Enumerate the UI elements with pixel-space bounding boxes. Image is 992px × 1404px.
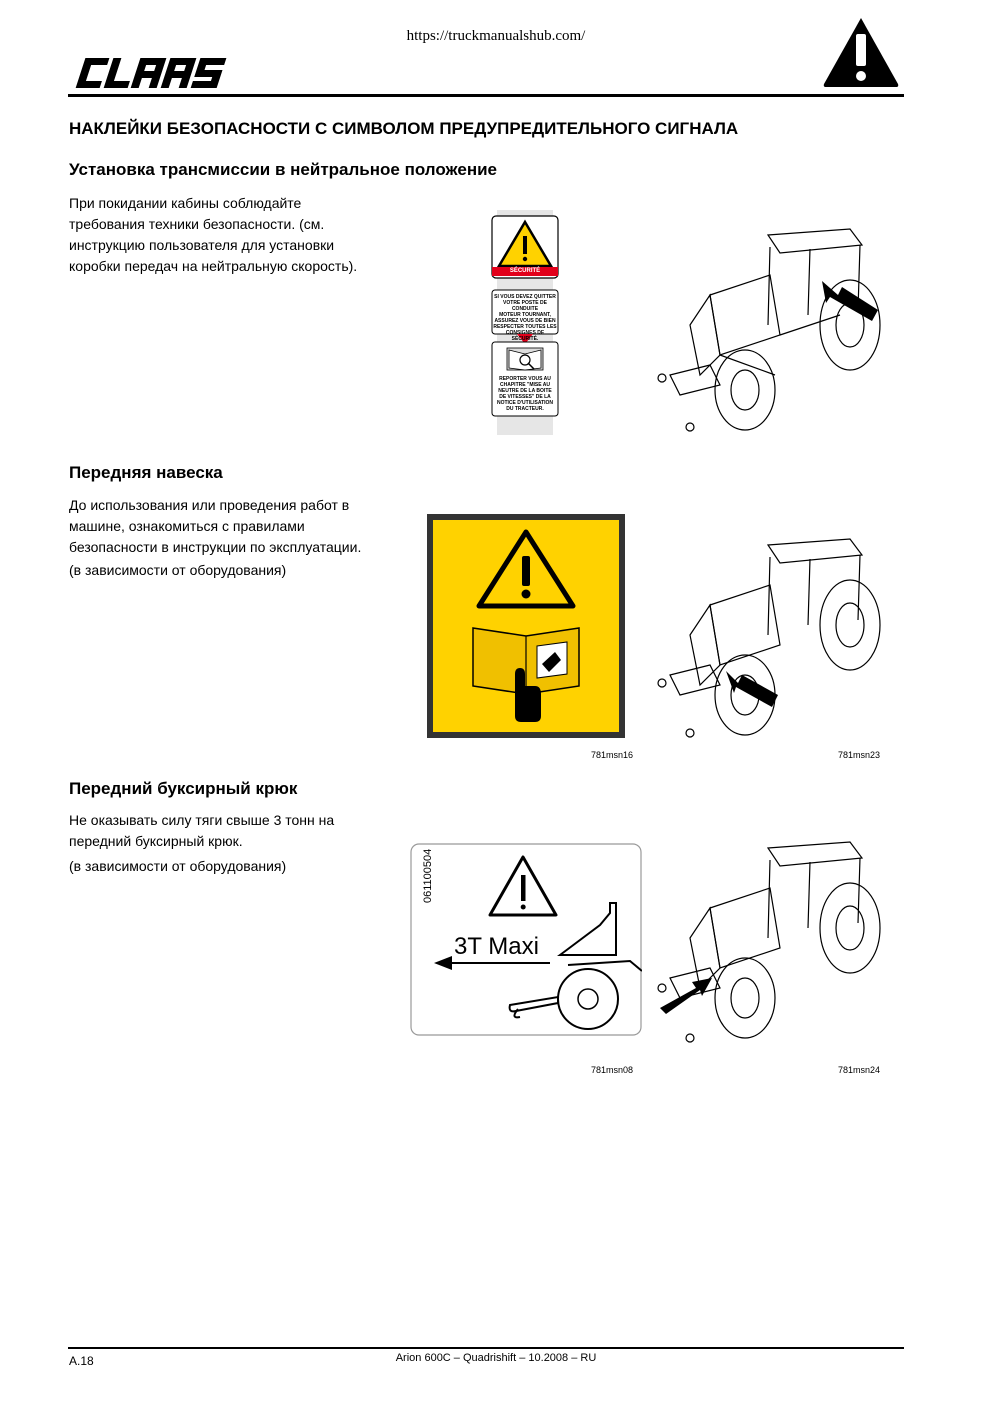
- decal-line: NEUTRE DE LA BOITE: [498, 388, 552, 394]
- text-line: коробки передач на нейтральную скорость).: [69, 258, 358, 274]
- text-line: Не оказывать силу тяги свыше 3 тонн на: [69, 812, 335, 828]
- section-text-tow-hook: [69, 810, 409, 877]
- header-rule: [68, 94, 904, 97]
- text-note: (в зависимости от оборудования): [69, 562, 287, 578]
- decal-load-limit: 3T Maxi: [454, 933, 539, 960]
- claas-logo: [68, 50, 228, 96]
- figure-caption: 781msn08: [591, 1065, 634, 1075]
- text-line: безопасности в инструкции по эксплуатации.: [69, 539, 362, 555]
- warning-triangle-icon: [820, 14, 902, 90]
- text-line: машине, ознакомиться с правилами: [69, 518, 305, 534]
- decal-text-1: [493, 294, 557, 342]
- footer-rule: [68, 1347, 904, 1349]
- decal-line: CHAPITRE "MISE AU: [500, 382, 550, 388]
- page-number: A.18: [69, 1354, 94, 1368]
- decal-line: RESPECTER TOUTES LES: [493, 324, 557, 330]
- neutral-decal: [487, 210, 563, 435]
- decal-line: MOTEUR TOURNANT,: [499, 312, 551, 318]
- decal-line: VOTRE POSTE DE CONDUITE: [503, 300, 547, 312]
- decal-line: NOTICE D'UTILISATION: [496, 400, 554, 406]
- decal-line: CONSIGNES DE SÉCURITÉ.: [505, 330, 545, 342]
- text-line: инструкцию пользователя для установки: [69, 237, 335, 253]
- tractor-illustration-tow-hook: [650, 838, 890, 1063]
- tractor-illustration-cab: [650, 215, 890, 440]
- section-text-neutral: [69, 193, 409, 277]
- decal-line: REPORTER VOUS AU: [499, 376, 551, 382]
- figure-caption: 781msn23: [838, 750, 881, 760]
- section-title-tow-hook: Передний буксирный крюк: [69, 779, 298, 798]
- text-line: передний буксирный крюк.: [69, 833, 243, 849]
- source-url: https://truckmanualshub.com/: [406, 28, 586, 44]
- tow-hook-decal: [410, 843, 642, 1036]
- decal-text-2: [493, 376, 557, 412]
- decal-banner: SÉCURITÉ: [509, 268, 541, 274]
- text-note: (в зависимости от оборудования): [69, 858, 287, 874]
- section-title-front-hitch: Передняя навеска: [69, 463, 223, 482]
- decal-line: SI VOUS DEVEZ QUITTER: [494, 294, 556, 300]
- text-line: При покидании кабины соблюдайте: [69, 195, 302, 211]
- decal-line: ASSUREZ VOUS DE BIEN: [494, 318, 556, 324]
- decal-part-number: 061100504: [422, 848, 434, 903]
- decal-line: DE VITESSES" DE LA: [499, 394, 551, 400]
- front-hitch-decal: [427, 514, 625, 738]
- document-id: Arion 600C – Quadrishift – 10.2008 – RU: [395, 1352, 597, 1364]
- tractor-illustration-front-hitch: [650, 525, 890, 750]
- figure-caption: 781msn16: [591, 750, 634, 760]
- text-line: До использования или проведения работ в: [69, 497, 350, 513]
- section-title-neutral: Установка трансмиссии в нейтральное положение: [69, 160, 497, 179]
- decal-line: DU TRACTEUR.: [506, 406, 544, 412]
- page-title: НАКЛЕЙКИ БЕЗОПАСНОСТИ С СИМВОЛОМ ПРЕДУПРЕДИТЕЛЬНОГО СИГНАЛА: [69, 119, 739, 138]
- section-text-front-hitch: [69, 495, 409, 581]
- figure-caption: 781msn24: [838, 1065, 881, 1075]
- text-line: требования техники безопасности. (см.: [69, 216, 325, 232]
